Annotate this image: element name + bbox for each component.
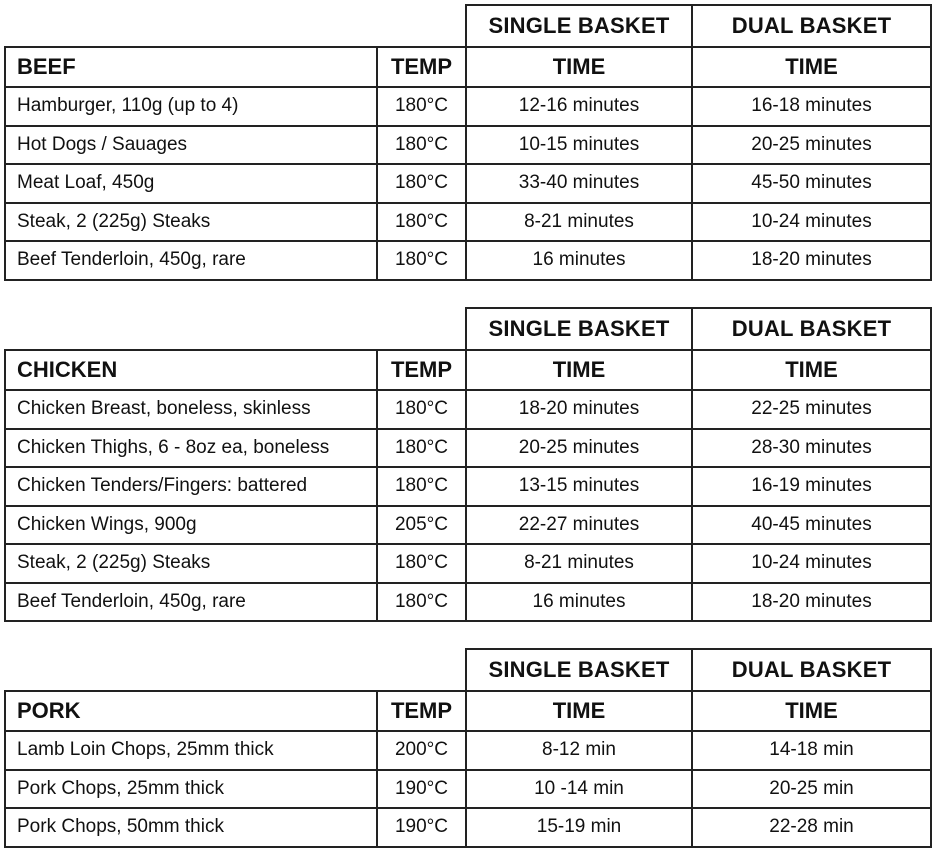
dual-time-cell: 22-28 min bbox=[692, 808, 931, 847]
table-row bbox=[5, 203, 931, 242]
pork-table-section bbox=[4, 648, 930, 848]
dual-basket-header: DUAL BASKET bbox=[692, 5, 931, 47]
item-cell: Chicken Thighs, 6 - 8oz ea, boneless bbox=[5, 429, 377, 468]
temp-cell: 180°C bbox=[377, 241, 466, 280]
item-cell: Lamb Loin Chops, 25mm thick bbox=[5, 731, 377, 770]
temp-header: TEMP bbox=[377, 350, 466, 390]
item-cell: Chicken Tenders/Fingers: battered bbox=[5, 467, 377, 506]
item-cell: Chicken Wings, 900g bbox=[5, 506, 377, 545]
item-cell: Steak, 2 (225g) Steaks bbox=[5, 544, 377, 583]
temp-cell: 180°C bbox=[377, 164, 466, 203]
temp-cell: 180°C bbox=[377, 583, 466, 622]
dual-time-cell: 18-20 minutes bbox=[692, 241, 931, 280]
single-time-header: TIME bbox=[466, 350, 692, 390]
single-time-cell: 15-19 min bbox=[466, 808, 692, 847]
single-time-header: TIME bbox=[466, 691, 692, 731]
dual-time-header: TIME bbox=[692, 47, 931, 87]
beef-table bbox=[4, 4, 932, 281]
dual-time-cell: 16-18 minutes bbox=[692, 87, 931, 126]
dual-time-cell: 16-19 minutes bbox=[692, 467, 931, 506]
dual-basket-header: DUAL BASKET bbox=[692, 308, 931, 350]
temp-cell: 180°C bbox=[377, 126, 466, 165]
beef-table-section bbox=[4, 4, 930, 281]
temp-cell: 180°C bbox=[377, 429, 466, 468]
single-basket-header: SINGLE BASKET bbox=[466, 308, 692, 350]
pork-table bbox=[4, 648, 932, 848]
dual-time-cell: 40-45 minutes bbox=[692, 506, 931, 545]
temp-cell: 180°C bbox=[377, 544, 466, 583]
single-time-cell: 18-20 minutes bbox=[466, 390, 692, 429]
single-time-cell: 16 minutes bbox=[466, 241, 692, 280]
single-time-cell: 10 -14 min bbox=[466, 770, 692, 809]
table-row bbox=[5, 390, 931, 429]
dual-time-cell: 45-50 minutes bbox=[692, 164, 931, 203]
temp-cell: 180°C bbox=[377, 467, 466, 506]
item-cell: Beef Tenderloin, 450g, rare bbox=[5, 241, 377, 280]
item-cell: Beef Tenderloin, 450g, rare bbox=[5, 583, 377, 622]
table-row bbox=[5, 544, 931, 583]
table-row bbox=[5, 241, 931, 280]
category-header: BEEF bbox=[5, 47, 377, 87]
dual-time-cell: 20-25 minutes bbox=[692, 126, 931, 165]
single-time-cell: 12-16 minutes bbox=[466, 87, 692, 126]
item-cell: Hot Dogs / Sauages bbox=[5, 126, 377, 165]
category-header: CHICKEN bbox=[5, 350, 377, 390]
single-time-cell: 20-25 minutes bbox=[466, 429, 692, 468]
temp-cell: 190°C bbox=[377, 808, 466, 847]
table-row bbox=[5, 126, 931, 165]
temp-cell: 205°C bbox=[377, 506, 466, 545]
single-time-cell: 16 minutes bbox=[466, 583, 692, 622]
table-row bbox=[5, 731, 931, 770]
temp-cell: 180°C bbox=[377, 390, 466, 429]
single-time-cell: 13-15 minutes bbox=[466, 467, 692, 506]
dual-time-cell: 28-30 minutes bbox=[692, 429, 931, 468]
temp-header: TEMP bbox=[377, 47, 466, 87]
dual-time-cell: 18-20 minutes bbox=[692, 583, 931, 622]
table-row bbox=[5, 770, 931, 809]
temp-cell: 190°C bbox=[377, 770, 466, 809]
single-time-cell: 8-21 minutes bbox=[466, 544, 692, 583]
item-cell: Pork Chops, 50mm thick bbox=[5, 808, 377, 847]
dual-time-cell: 14-18 min bbox=[692, 731, 931, 770]
table-row bbox=[5, 583, 931, 622]
chicken-table bbox=[4, 307, 932, 622]
dual-time-cell: 22-25 minutes bbox=[692, 390, 931, 429]
table-row bbox=[5, 808, 931, 847]
dual-basket-header: DUAL BASKET bbox=[692, 649, 931, 691]
chicken-table-section bbox=[4, 307, 930, 622]
single-basket-header: SINGLE BASKET bbox=[466, 5, 692, 47]
blank-corner bbox=[5, 649, 466, 691]
blank-corner bbox=[5, 308, 466, 350]
dual-time-cell: 10-24 minutes bbox=[692, 203, 931, 242]
table-row bbox=[5, 467, 931, 506]
temp-header: TEMP bbox=[377, 691, 466, 731]
item-cell: Hamburger, 110g (up to 4) bbox=[5, 87, 377, 126]
table-row bbox=[5, 164, 931, 203]
temp-cell: 180°C bbox=[377, 87, 466, 126]
single-time-cell: 8-12 min bbox=[466, 731, 692, 770]
item-cell: Pork Chops, 25mm thick bbox=[5, 770, 377, 809]
dual-time-header: TIME bbox=[692, 350, 931, 390]
blank-corner bbox=[5, 5, 466, 47]
item-cell: Meat Loaf, 450g bbox=[5, 164, 377, 203]
single-time-cell: 22-27 minutes bbox=[466, 506, 692, 545]
category-header: PORK bbox=[5, 691, 377, 731]
temp-cell: 180°C bbox=[377, 203, 466, 242]
item-cell: Chicken Breast, boneless, skinless bbox=[5, 390, 377, 429]
temp-cell: 200°C bbox=[377, 731, 466, 770]
dual-time-header: TIME bbox=[692, 691, 931, 731]
dual-time-cell: 20-25 min bbox=[692, 770, 931, 809]
item-cell: Steak, 2 (225g) Steaks bbox=[5, 203, 377, 242]
dual-time-cell: 10-24 minutes bbox=[692, 544, 931, 583]
single-time-header: TIME bbox=[466, 47, 692, 87]
single-time-cell: 10-15 minutes bbox=[466, 126, 692, 165]
single-time-cell: 8-21 minutes bbox=[466, 203, 692, 242]
table-row bbox=[5, 506, 931, 545]
single-time-cell: 33-40 minutes bbox=[466, 164, 692, 203]
single-basket-header: SINGLE BASKET bbox=[466, 649, 692, 691]
table-row bbox=[5, 87, 931, 126]
table-row bbox=[5, 429, 931, 468]
